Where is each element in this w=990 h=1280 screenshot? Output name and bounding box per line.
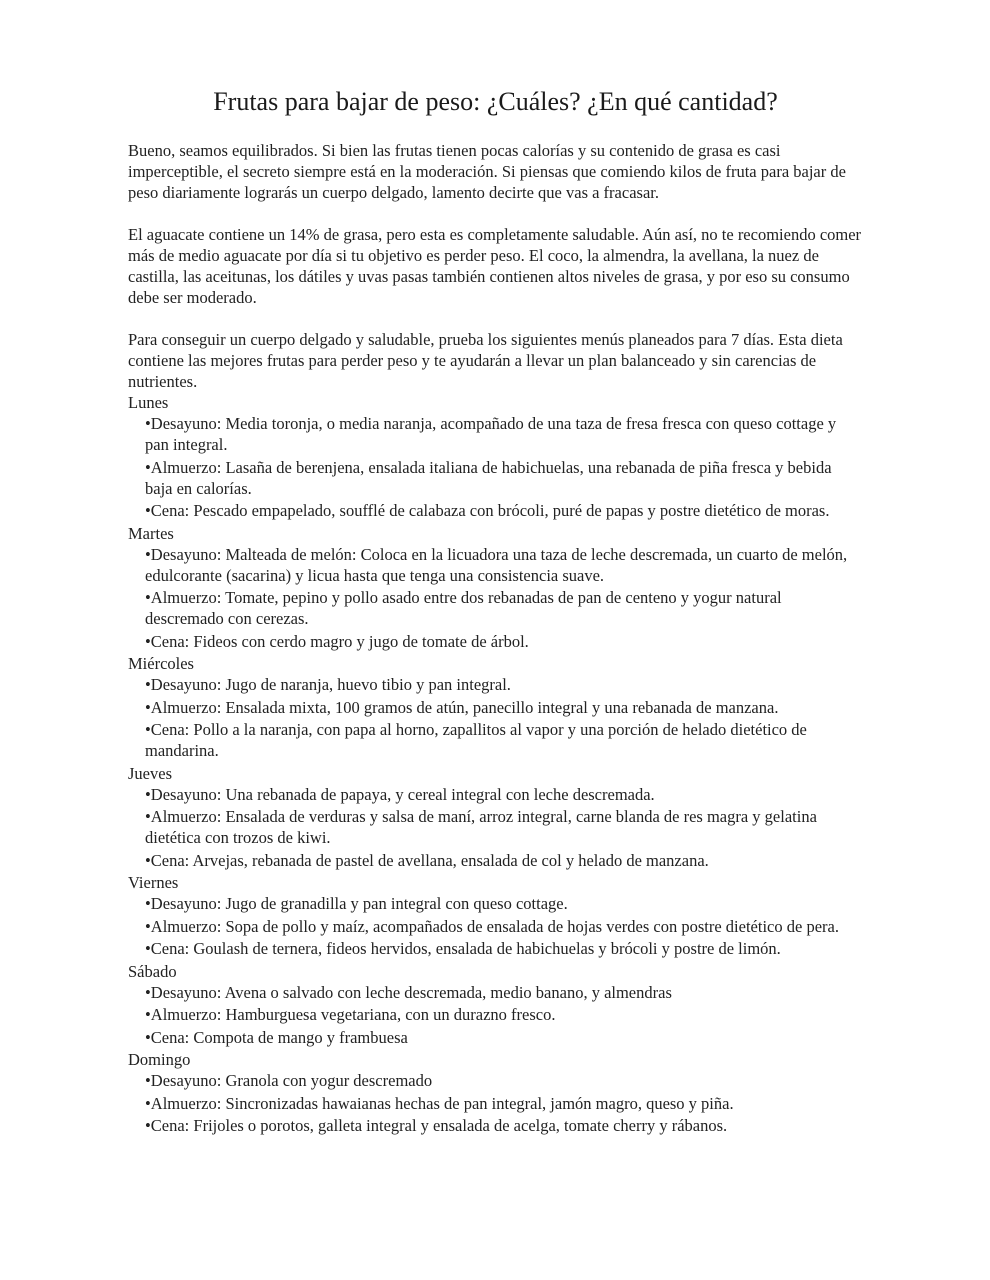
meal-text: Almuerzo: Sincronizadas hawaianas hechas de pan integral, jamón magro, queso y piña. — [150, 1093, 734, 1113]
bullet-icon: • — [145, 784, 151, 804]
meal-list — [128, 982, 863, 1048]
bullet-icon: • — [145, 588, 151, 607]
bullet-icon: • — [145, 544, 151, 564]
meal-item — [145, 457, 863, 499]
meal-item — [145, 784, 863, 805]
meal-text: Desayuno: Jugo de naranja, huevo tibio y pan integral. — [150, 675, 511, 694]
meal-text: Desayuno: Media toronja, o media naranja, acompañado de una taza de fresa fresca con queso cottage y pan integral. — [145, 414, 837, 454]
bullet-icon: • — [145, 807, 151, 826]
day-heading: Martes — [128, 523, 174, 543]
meal-item — [145, 697, 863, 718]
avocado-paragraph: El aguacate contiene un 14% de grasa, pero esta es completamente saludable. Aún así, no te recomiendo comer más de medio aguacate por día si tu objetivo es perder peso. El coco, la almendra, la avellana, la nuez de castilla, las aceitunas, los dátiles y uvas pasas también contienen altos niveles de grasa, y por eso su consumo debe ser moderado. — [128, 225, 862, 307]
meal-item — [145, 544, 863, 586]
bullet-icon: • — [145, 1116, 151, 1135]
meal-text: Almuerzo: Hamburguesa vegetariana, con un durazno fresco. — [150, 1005, 556, 1024]
meal-text: Cena: Goulash de ternera, fideos hervidos, ensalada de habichuelas y brócoli y postre de limón. — [150, 939, 781, 958]
meal-list — [128, 413, 863, 521]
bullet-icon: • — [145, 457, 151, 477]
day-heading: Sábado — [128, 961, 177, 981]
meal-list — [128, 544, 863, 652]
bullet-icon: • — [145, 982, 151, 1002]
meal-text: Almuerzo: Sopa de pollo y maíz, acompañados de ensalada de hojas verdes con postre dietético de pera. — [150, 916, 839, 936]
meal-item — [145, 1070, 863, 1091]
meal-text: Almuerzo: Ensalada de verduras y salsa de maní, arroz integral, carne blanda de res magra y gelatina dietética con trozos de kiwi. — [145, 807, 817, 847]
meal-text: Almuerzo: Ensalada mixta, 100 gramos de atún, panecillo integral y una rebanada de manzana. — [150, 697, 779, 717]
meal-item — [145, 719, 863, 761]
day-section-lunes — [128, 392, 863, 521]
meal-text: Cena: Arvejas, rebanada de pastel de avellana, ensalada de col y helado de manzana. — [150, 850, 709, 870]
meal-item — [145, 674, 863, 695]
day-heading: Miércoles — [128, 654, 194, 673]
bullet-icon: • — [145, 916, 151, 936]
day-section-domingo — [128, 1049, 863, 1136]
meal-list — [128, 1070, 863, 1136]
meal-text: Cena: Fideos con cerdo magro y jugo de tomate de árbol. — [150, 631, 529, 651]
day-section-jueves — [128, 763, 863, 871]
meal-list — [128, 674, 863, 761]
meal-item — [145, 893, 863, 914]
bullet-icon: • — [145, 675, 151, 694]
meal-text: Cena: Pollo a la naranja, con papa al horno, zapallitos al vapor y una porción de helado dietético de mandarina. — [145, 720, 807, 760]
day-heading: Viernes — [128, 873, 179, 892]
day-heading: Jueves — [128, 763, 172, 783]
meal-text: Almuerzo: Tomate, pepino y pollo asado entre dos rebanadas de pan de centeno y yogur natural descremado con cerezas. — [145, 588, 782, 628]
meal-item — [145, 1115, 863, 1136]
day-heading: Domingo — [128, 1050, 191, 1069]
day-section-miércoles — [128, 653, 863, 761]
meal-list — [128, 784, 863, 871]
bullet-icon: • — [145, 894, 151, 913]
day-section-martes — [128, 523, 863, 652]
meal-item — [145, 500, 863, 521]
meal-text: Desayuno: Jugo de granadilla y pan integral con queso cottage. — [150, 894, 568, 913]
meal-text: Cena: Compota de mango y frambuesa — [150, 1027, 408, 1047]
bullet-icon: • — [145, 1093, 151, 1113]
menu-intro-paragraph: Para conseguir un cuerpo delgado y saludable, prueba los siguientes menús planeados para 7 días. Esta dieta contiene las mejores frutas para perder peso y te ayudarán a llevar un plan balanceado y sin carencias de nutrientes. — [128, 330, 843, 391]
meal-text: Desayuno: Una rebanada de papaya, y cereal integral con leche descremada. — [150, 784, 655, 804]
meal-text: Cena: Pescado empapelado, soufflé de calabaza con brócoli, puré de papas y postre dietético de moras. — [150, 501, 830, 520]
bullet-icon: • — [145, 720, 151, 739]
intro-paragraph: Bueno, seamos equilibrados. Si bien las frutas tienen pocas calorías y su contenido de grasa es casi imperceptible, el secreto siempre está en la moderación. Si piensas que comiendo kilos de fruta para bajar de peso diariamente lograrás un cuerpo delgado, lamento decirte que vas a fracasar. — [128, 141, 846, 202]
bullet-icon: • — [145, 1071, 151, 1090]
meal-item — [145, 850, 863, 871]
meal-text: Almuerzo: Lasaña de berenjena, ensalada italiana de habichuelas, una rebanada de piña fresca y bebida baja en calorías. — [145, 457, 832, 498]
meal-item — [145, 631, 863, 652]
meal-item — [145, 587, 863, 629]
meal-item — [145, 1004, 863, 1025]
document-page — [128, 86, 863, 1138]
bullet-icon: • — [145, 939, 151, 958]
meal-list — [128, 893, 863, 959]
weekly-menu — [128, 392, 863, 1136]
meal-item — [145, 806, 863, 848]
meal-text: Desayuno: Malteada de melón: Coloca en la licuadora una taza de leche descremada, un cuarto de melón, edulcorante (sacarina) y licua hasta que tenga una consistencia suave. — [145, 544, 848, 585]
bullet-icon: • — [145, 1005, 151, 1024]
meal-item — [145, 1027, 863, 1048]
meal-item — [145, 916, 863, 937]
meal-item — [145, 982, 863, 1003]
day-heading: Lunes — [128, 393, 169, 412]
meal-item — [145, 1093, 863, 1114]
meal-item — [145, 938, 863, 959]
bullet-icon: • — [145, 501, 151, 520]
page-title: Frutas para bajar de peso: ¿Cuáles? ¿En qué cantidad? — [213, 87, 778, 116]
day-section-viernes — [128, 872, 863, 959]
bullet-icon: • — [145, 697, 151, 717]
meal-text: Desayuno: Avena o salvado con leche descremada, medio banano, y almendras — [150, 982, 672, 1002]
bullet-icon: • — [145, 1027, 151, 1047]
day-section-sábado — [128, 961, 863, 1048]
bullet-icon: • — [145, 414, 151, 433]
bullet-icon: • — [145, 850, 151, 870]
meal-text: Cena: Frijoles o porotos, galleta integral y ensalada de acelga, tomate cherry y rábanos. — [150, 1116, 728, 1135]
meal-text: Desayuno: Granola con yogur descremado — [150, 1071, 433, 1090]
meal-item — [145, 413, 863, 455]
bullet-icon: • — [145, 631, 151, 651]
